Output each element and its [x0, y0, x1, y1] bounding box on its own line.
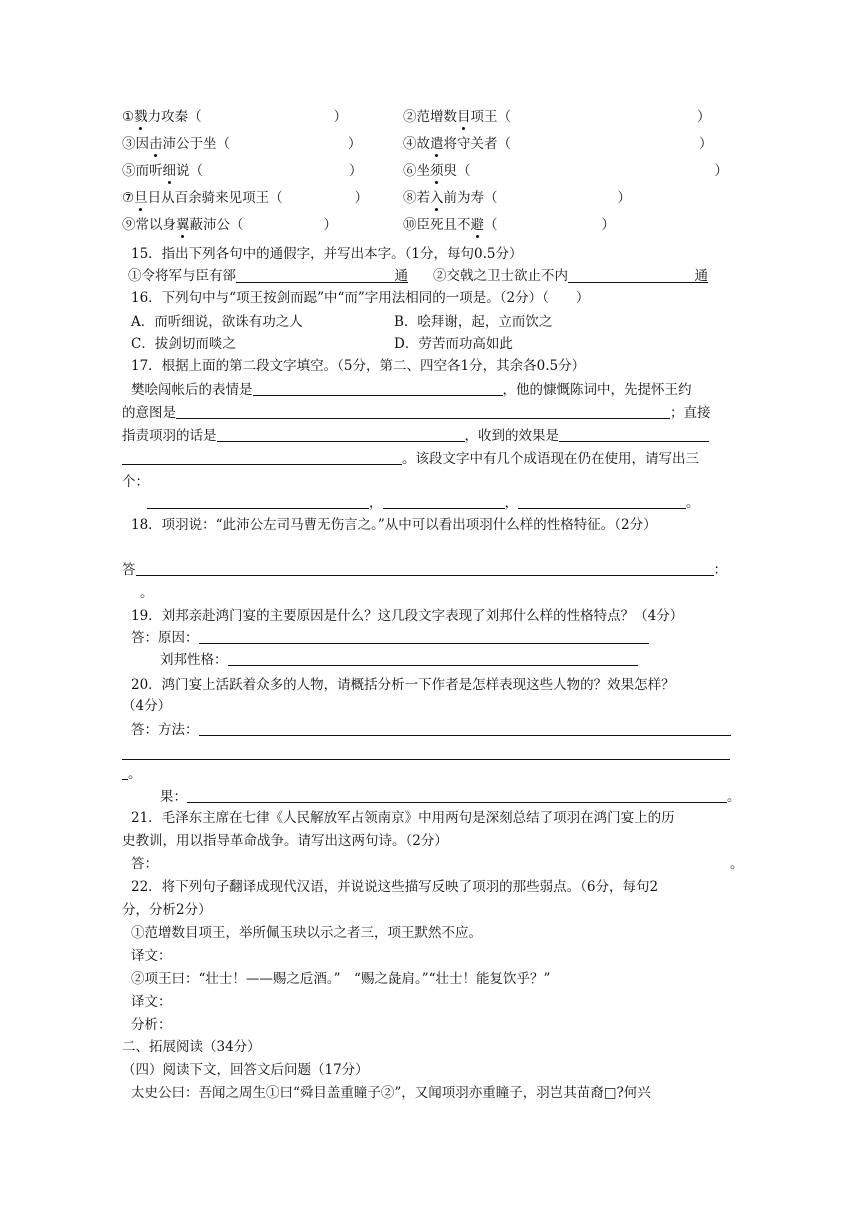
q17-blank-2[interactable]: [176, 403, 670, 419]
q15-blank-2[interactable]: 通: [568, 266, 708, 283]
q16-option-c: C．拔剑切而啖之: [131, 336, 236, 352]
q19-reason-blank[interactable]: [199, 628, 649, 644]
q14-item-2: ②范增数目项王（ ）: [403, 109, 711, 125]
q17-title: 17．根据上面的第二段文字填空。（5分，第二、四空各1分，其余各0.5分）: [131, 358, 586, 374]
q20-line-3: 。: [122, 764, 142, 784]
q19-trait: 刘邦性格：: [160, 650, 638, 670]
q20-effect-blank[interactable]: [187, 787, 727, 803]
q18-blank[interactable]: [136, 560, 714, 576]
q17-line-4: 。该段文字中有几个成语现在仍在使用，请写出三: [122, 449, 699, 469]
q14-item-5: ⑤而听细说（ ）: [122, 163, 363, 179]
q14-item-1: ①戮力攻秦（ ）: [122, 109, 348, 125]
q21-answer: 答：: [131, 856, 158, 872]
q15-blank-1[interactable]: 通: [236, 266, 408, 283]
q19-trait-blank[interactable]: [228, 650, 638, 666]
q15-title: 15．指出下列各句中的通假字，并写出本字。（1分，每句0.5分）: [131, 246, 523, 262]
part2-passage: 太史公曰：吾闻之周生①曰“舜目盖重瞳子②”，又闻项羽亦重瞳子，羽岂其苗裔□?何兴: [131, 1085, 651, 1101]
q14-item-6: ⑥坐须臾（ ）: [403, 163, 728, 179]
q14-item-7: ⑦旦日从百余骑来见项王（ ）: [122, 190, 369, 206]
q17-idiom-2[interactable]: [383, 493, 505, 509]
q17-blank-1[interactable]: [253, 380, 503, 396]
q16-option-d: D．劳苦而功高如此: [394, 336, 513, 352]
q17-line-1: 樊哙闯帐后的表情是 ，他的慷慨陈词中，先提怀王约: [131, 382, 692, 398]
q17-idiom-3[interactable]: [518, 493, 686, 509]
q20-score: （4分）: [122, 698, 172, 714]
q22-line-1: 22．将下列句子翻译成现代汉语，并说说这些描写反映了项羽的那些弱点。（6分，每句2: [131, 879, 659, 895]
q21-end: 。: [730, 856, 744, 872]
q17-idiom-blanks: ， ， 。: [147, 493, 700, 513]
part2-subtitle: （四）阅读下文，回答文后问题（17分）: [122, 1062, 369, 1078]
q17-blank-4[interactable]: [559, 426, 709, 442]
q19-reason: 答：原因：: [131, 628, 649, 648]
q21-line-1: 21．毛泽东主席在七律《人民解放军占领南京》中用两句是深刻总结了项羽在鸿门宴上的历: [131, 810, 675, 826]
part2-title: 二、拓展阅读（34分）: [122, 1039, 261, 1055]
q14-item-9: ⑨常以身翼蔽沛公（ ）: [122, 217, 337, 233]
q17-line-5: 个：: [122, 474, 149, 490]
q17-line-3: 指责项羽的话是 ，收到的效果是: [122, 426, 709, 446]
q22-line-2: 分，分析2分）: [122, 902, 212, 918]
q15-sentence-2: ②交戟之卫士欲止不内 通: [433, 268, 708, 284]
q14-item-4: ④故遣将守关者（ ）: [403, 136, 713, 152]
q14-item-10: ⑩臣死且不避（ ）: [403, 217, 615, 233]
q20-method-blank[interactable]: [199, 720, 731, 736]
q18-answer: 答 ：: [122, 562, 727, 578]
q17-blank-4-cont[interactable]: [122, 449, 402, 465]
q20-method-blank-2[interactable]: [122, 744, 730, 760]
q20-effect: 果： 。: [160, 789, 741, 805]
q14-item-8: ⑧若入前为寿（ ）: [403, 190, 631, 206]
q15-sentence-1: ①令将军与臣有郤 通: [128, 268, 408, 284]
q16-option-a: A．而听细说，欲诛有功之人: [131, 314, 303, 330]
q22-translation-1[interactable]: 译文：: [131, 948, 172, 964]
q17-line-2: 的意图是 ；直接: [122, 405, 711, 421]
q22-sentence-1: ①范增数目项王，举所佩玉玦以示之者三，项王默然不应。: [131, 925, 482, 941]
q17-idiom-1[interactable]: [147, 493, 369, 509]
q14-item-3: ③因击沛公于坐（ ）: [122, 136, 362, 152]
q16-title: 16．下列句中与“项王按剑而跽”中“而”字用法相同的一项是。（2分）（ ）: [131, 290, 590, 306]
q16-option-b: B．哙拜谢，起，立而饮之: [394, 314, 553, 330]
q18-title: 18．项羽说：“此沛公左司马曹无伤言之。”从中可以看出项羽什么样的性格特征。（2分）: [131, 517, 657, 533]
q20-method: 答：方法：: [131, 720, 731, 740]
q20-title: 20．鸿门宴上活跃着众多的人物，请概括分析一下作者是怎样表现这些人物的？效果怎样？: [131, 677, 675, 693]
q20-line-2: [122, 744, 730, 764]
q18-end: 。: [140, 585, 154, 601]
q19-title: 19．刘邦亲赴鸿门宴的主要原因是什么？这几段文字表现了刘邦什么样的性格特点？（4分）: [131, 608, 684, 624]
q22-analysis[interactable]: 分析：: [131, 1017, 172, 1033]
q17-blank-3[interactable]: [217, 426, 465, 442]
q21-line-2: 史教训，用以指导革命战争。请写出这两句诗。（2分）: [122, 833, 448, 849]
q22-translation-2[interactable]: 译文：: [131, 994, 172, 1010]
q22-sentence-2: ②项王曰：“壮士！——赐之卮酒。” “赐之彘肩。”“壮士！能复饮乎？”: [131, 971, 551, 987]
